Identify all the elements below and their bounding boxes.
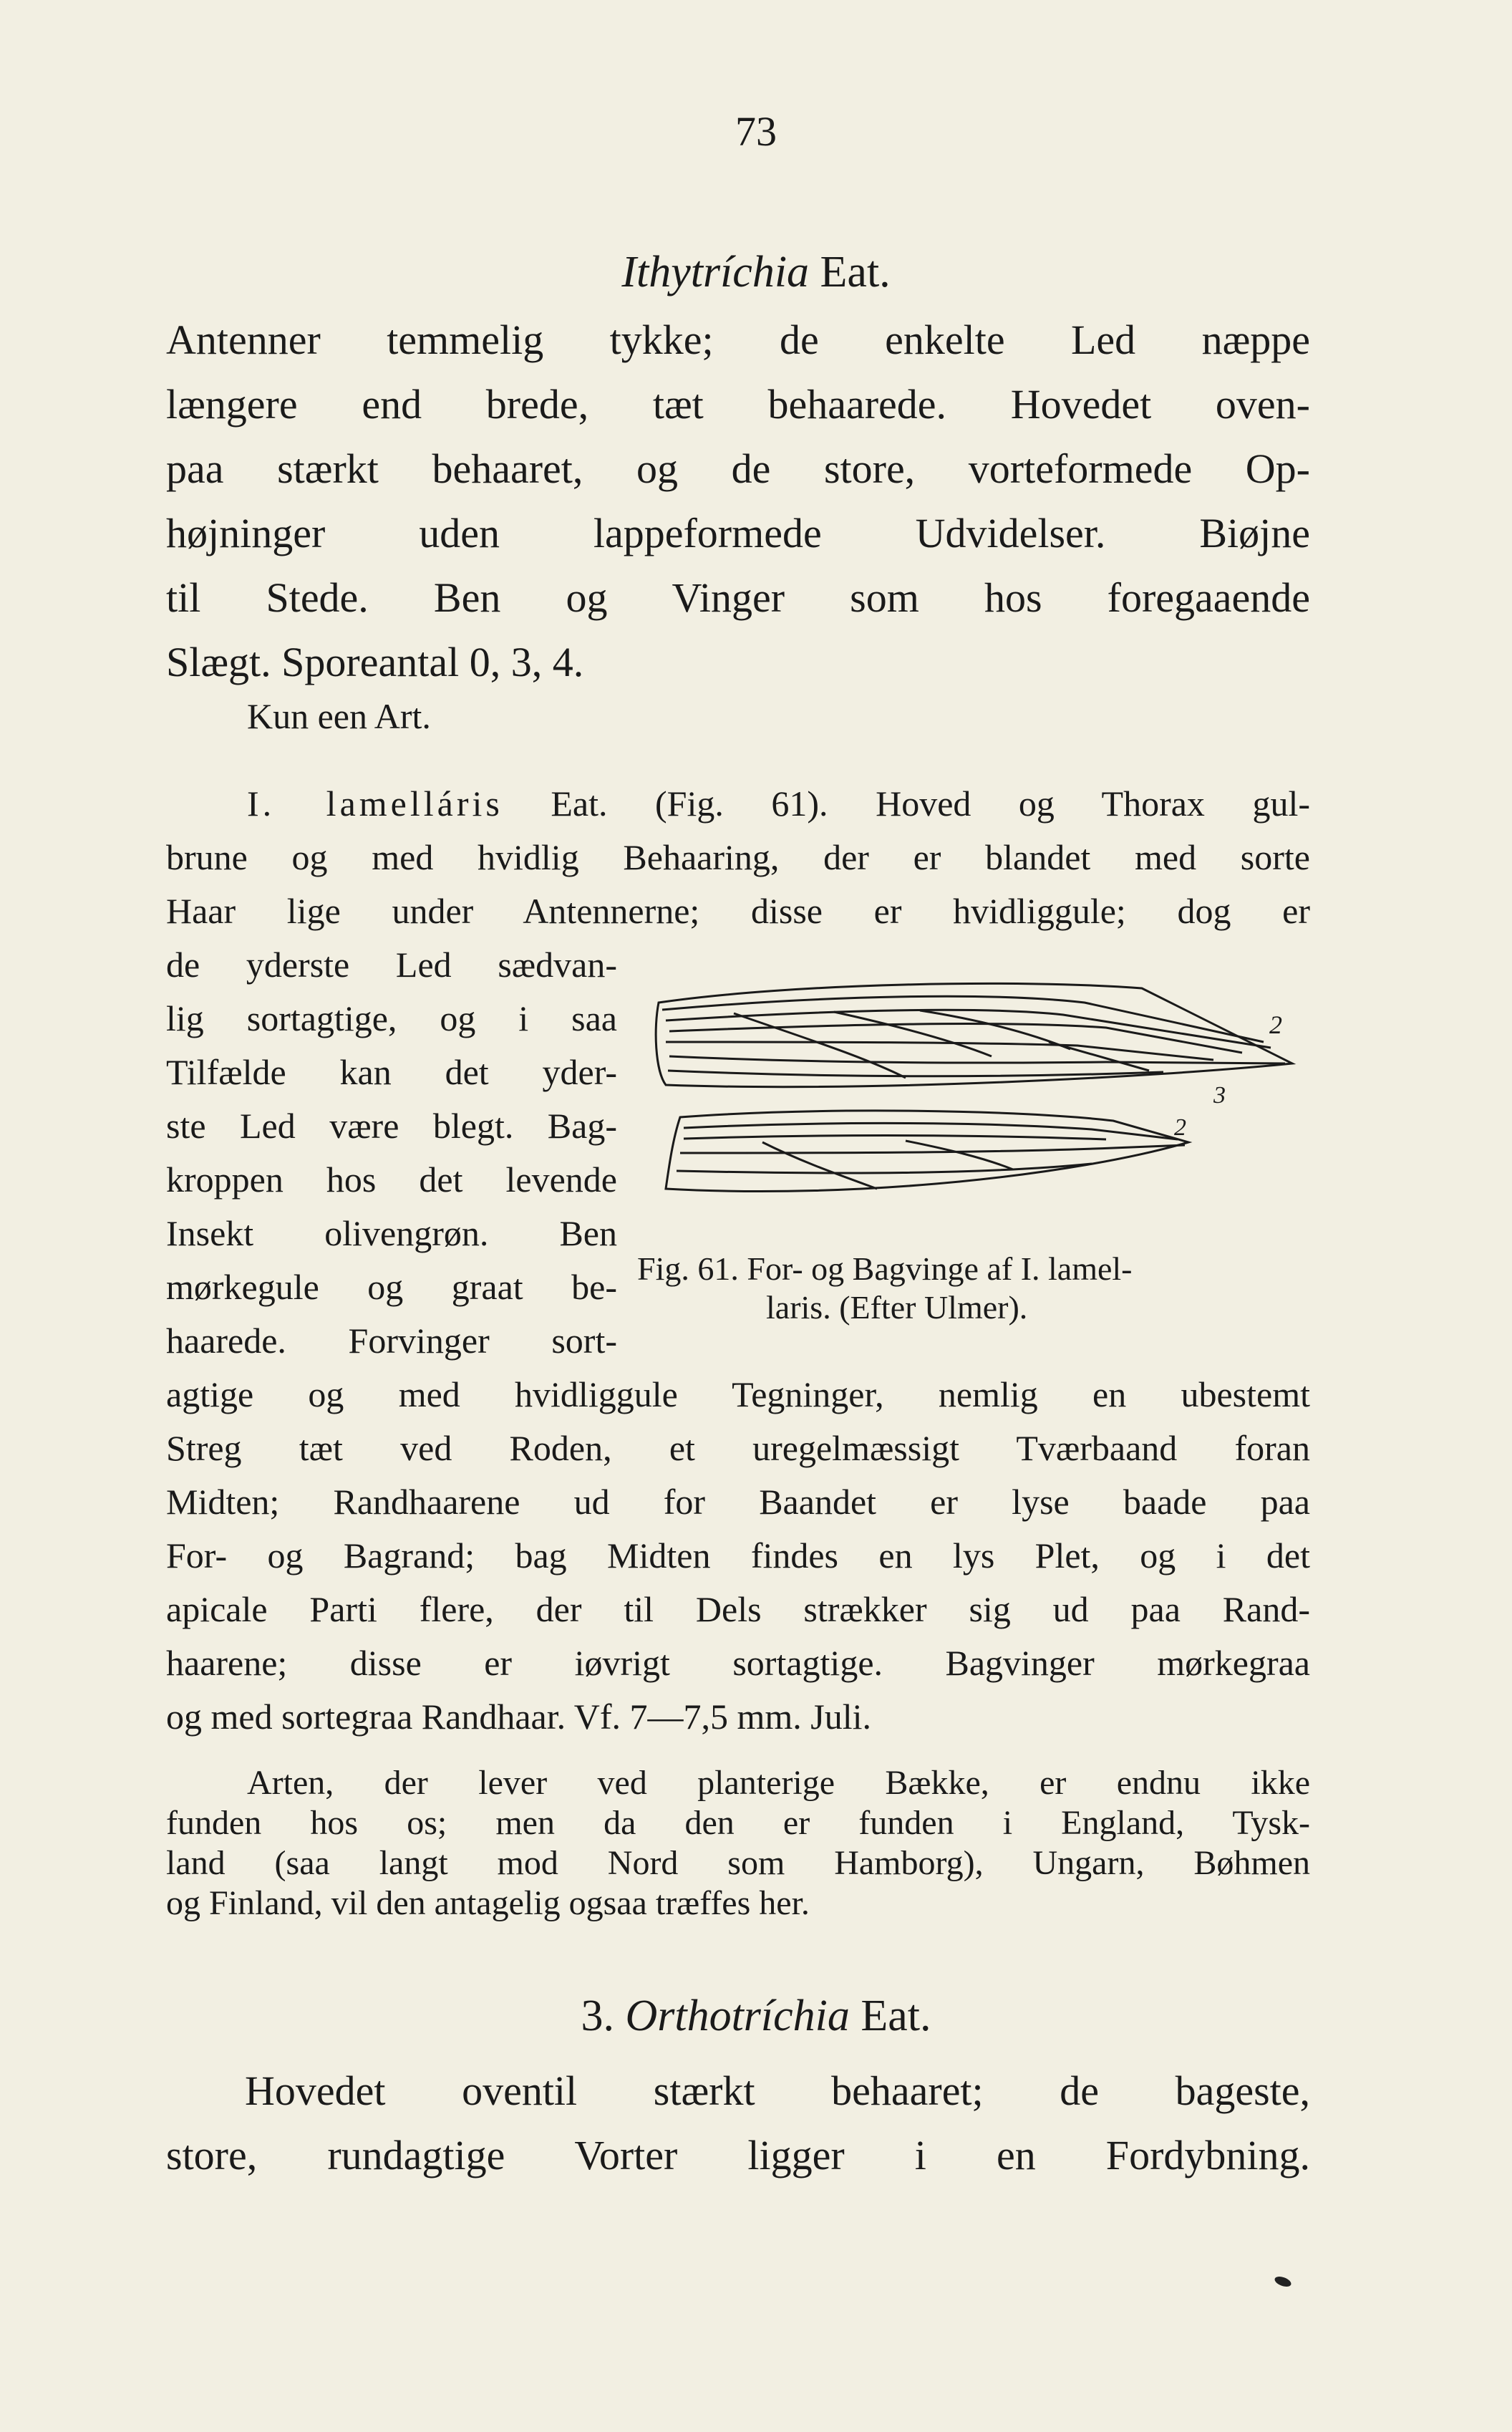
text-line: brune og med hvidlig Behaaring, der er blandet med sorte: [166, 837, 1310, 877]
text-line: ste Led være blegt. Bag-: [166, 1106, 617, 1146]
species-wrap-text: [166, 938, 617, 1368]
text-line: haarene; disse er iøvrigt sortagtige. Bagvinger mørkegraa: [166, 1643, 1310, 1683]
text-line: og Finland, vil den antagelig ogsaa træffes her.: [166, 1884, 810, 1922]
genus-description: [166, 308, 1310, 695]
text-line: Antenner temmelig tykke; de enkelte Led næppe: [166, 317, 1310, 363]
figure-caption: [637, 1250, 1324, 1327]
text-line: apicale Parti flere, der til Dels strækker sig ud paa Rand-: [166, 1589, 1310, 1629]
wing-illustration: [648, 970, 1314, 1214]
caption-line: laris. (Efter Ulmer).: [766, 1289, 1028, 1326]
text-line: kroppen hos det levende: [166, 1159, 617, 1200]
text-line: haarede. Forvinger sort-: [166, 1321, 617, 1361]
text-line: Insekt olivengrøn. Ben: [166, 1213, 617, 1253]
text-line: Haar lige under Antennerne; disse er hvidliggule; dog er: [166, 891, 1310, 931]
text-line: land (saa langt mod Nord som Hamborg), Ungarn, Bøhmen: [166, 1844, 1310, 1882]
text-line: lig sortagtige, og i saa: [166, 998, 617, 1038]
section-description: [166, 2059, 1310, 2188]
text-line: til Stede. Ben og Vinger som hos foregaaende: [166, 574, 1310, 621]
species-description-start: Hoved og Thorax gul-: [876, 783, 1311, 824]
text-line: og med sortegraa Randhaar. Vf. 7—7,5 mm. Juli.: [166, 1697, 872, 1737]
species-figref: (Fig. 61).: [655, 783, 828, 824]
text-line: højninger uden lappeformede Udvidelser. Biøjne: [166, 510, 1310, 556]
text-line: paa stærkt behaaret, og de store, vorteformede Op-: [166, 445, 1310, 492]
ink-mark: [1274, 2274, 1293, 2288]
vein-label-3: 3: [1213, 1082, 1226, 1109]
text-line: funden hos os; men da den er funden i England, Tysk-: [166, 1804, 1310, 1842]
species-description-continued: [166, 1368, 1310, 1744]
section-genus-author: Eat.: [861, 1992, 931, 2040]
distribution-paragraph: [166, 1763, 1310, 1924]
genus-heading: [0, 247, 1512, 298]
text-line: Slægt. Sporeantal 0, 3, 4.: [166, 639, 584, 685]
species-name: I. lamelláris: [247, 783, 503, 824]
species-author: Eat.: [551, 783, 608, 824]
section-heading: [0, 1991, 1512, 2042]
text-line: agtige og med hvidliggule Tegninger, nemlig en ubestemt: [166, 1374, 1310, 1414]
text-line: de yderste Led sædvan-: [166, 945, 617, 985]
species-intro-line: [166, 777, 1310, 831]
text-line: Arten, der lever ved planterige Bække, er endnu ikke: [247, 1764, 1310, 1802]
text-line: store, rundagtige Vorter ligger i en Fordybning.: [166, 2132, 1310, 2178]
genus-name: Ithytríchia: [621, 248, 810, 296]
text-line: længere end brede, tæt behaarede. Hovedet oven-: [166, 381, 1310, 428]
species-intro: [166, 777, 1310, 938]
vein-label-2: 2: [1269, 1010, 1282, 1039]
wing-figure: [648, 970, 1314, 1214]
text-line: Midten; Randhaarene ud for Baandet er lyse baade paa: [166, 1482, 1310, 1522]
page-number: 73: [735, 108, 777, 155]
text-line: mørkegule og graat be-: [166, 1267, 617, 1307]
genus-note: [247, 690, 1249, 743]
caption-line: Fig. 61. For- og Bagvinge af I. lamel-: [637, 1250, 1133, 1287]
text-line: Tilfælde kan det yder-: [166, 1052, 617, 1092]
vein-label-hind-2: 2: [1174, 1114, 1186, 1141]
section-genus-name: Orthotríchia: [625, 1992, 850, 2040]
text-line: For- og Bagrand; bag Midten findes en lys Plet, og i det: [166, 1535, 1310, 1576]
genus-author: Eat.: [820, 248, 891, 296]
section-number: 3.: [581, 1992, 614, 2040]
text-line: Streg tæt ved Roden, et uregelmæssigt Tværbaand foran: [166, 1428, 1310, 1468]
text-line: Kun een Art.: [247, 696, 431, 736]
text-line: Hovedet oventil stærkt behaaret; de bageste,: [245, 2067, 1310, 2114]
